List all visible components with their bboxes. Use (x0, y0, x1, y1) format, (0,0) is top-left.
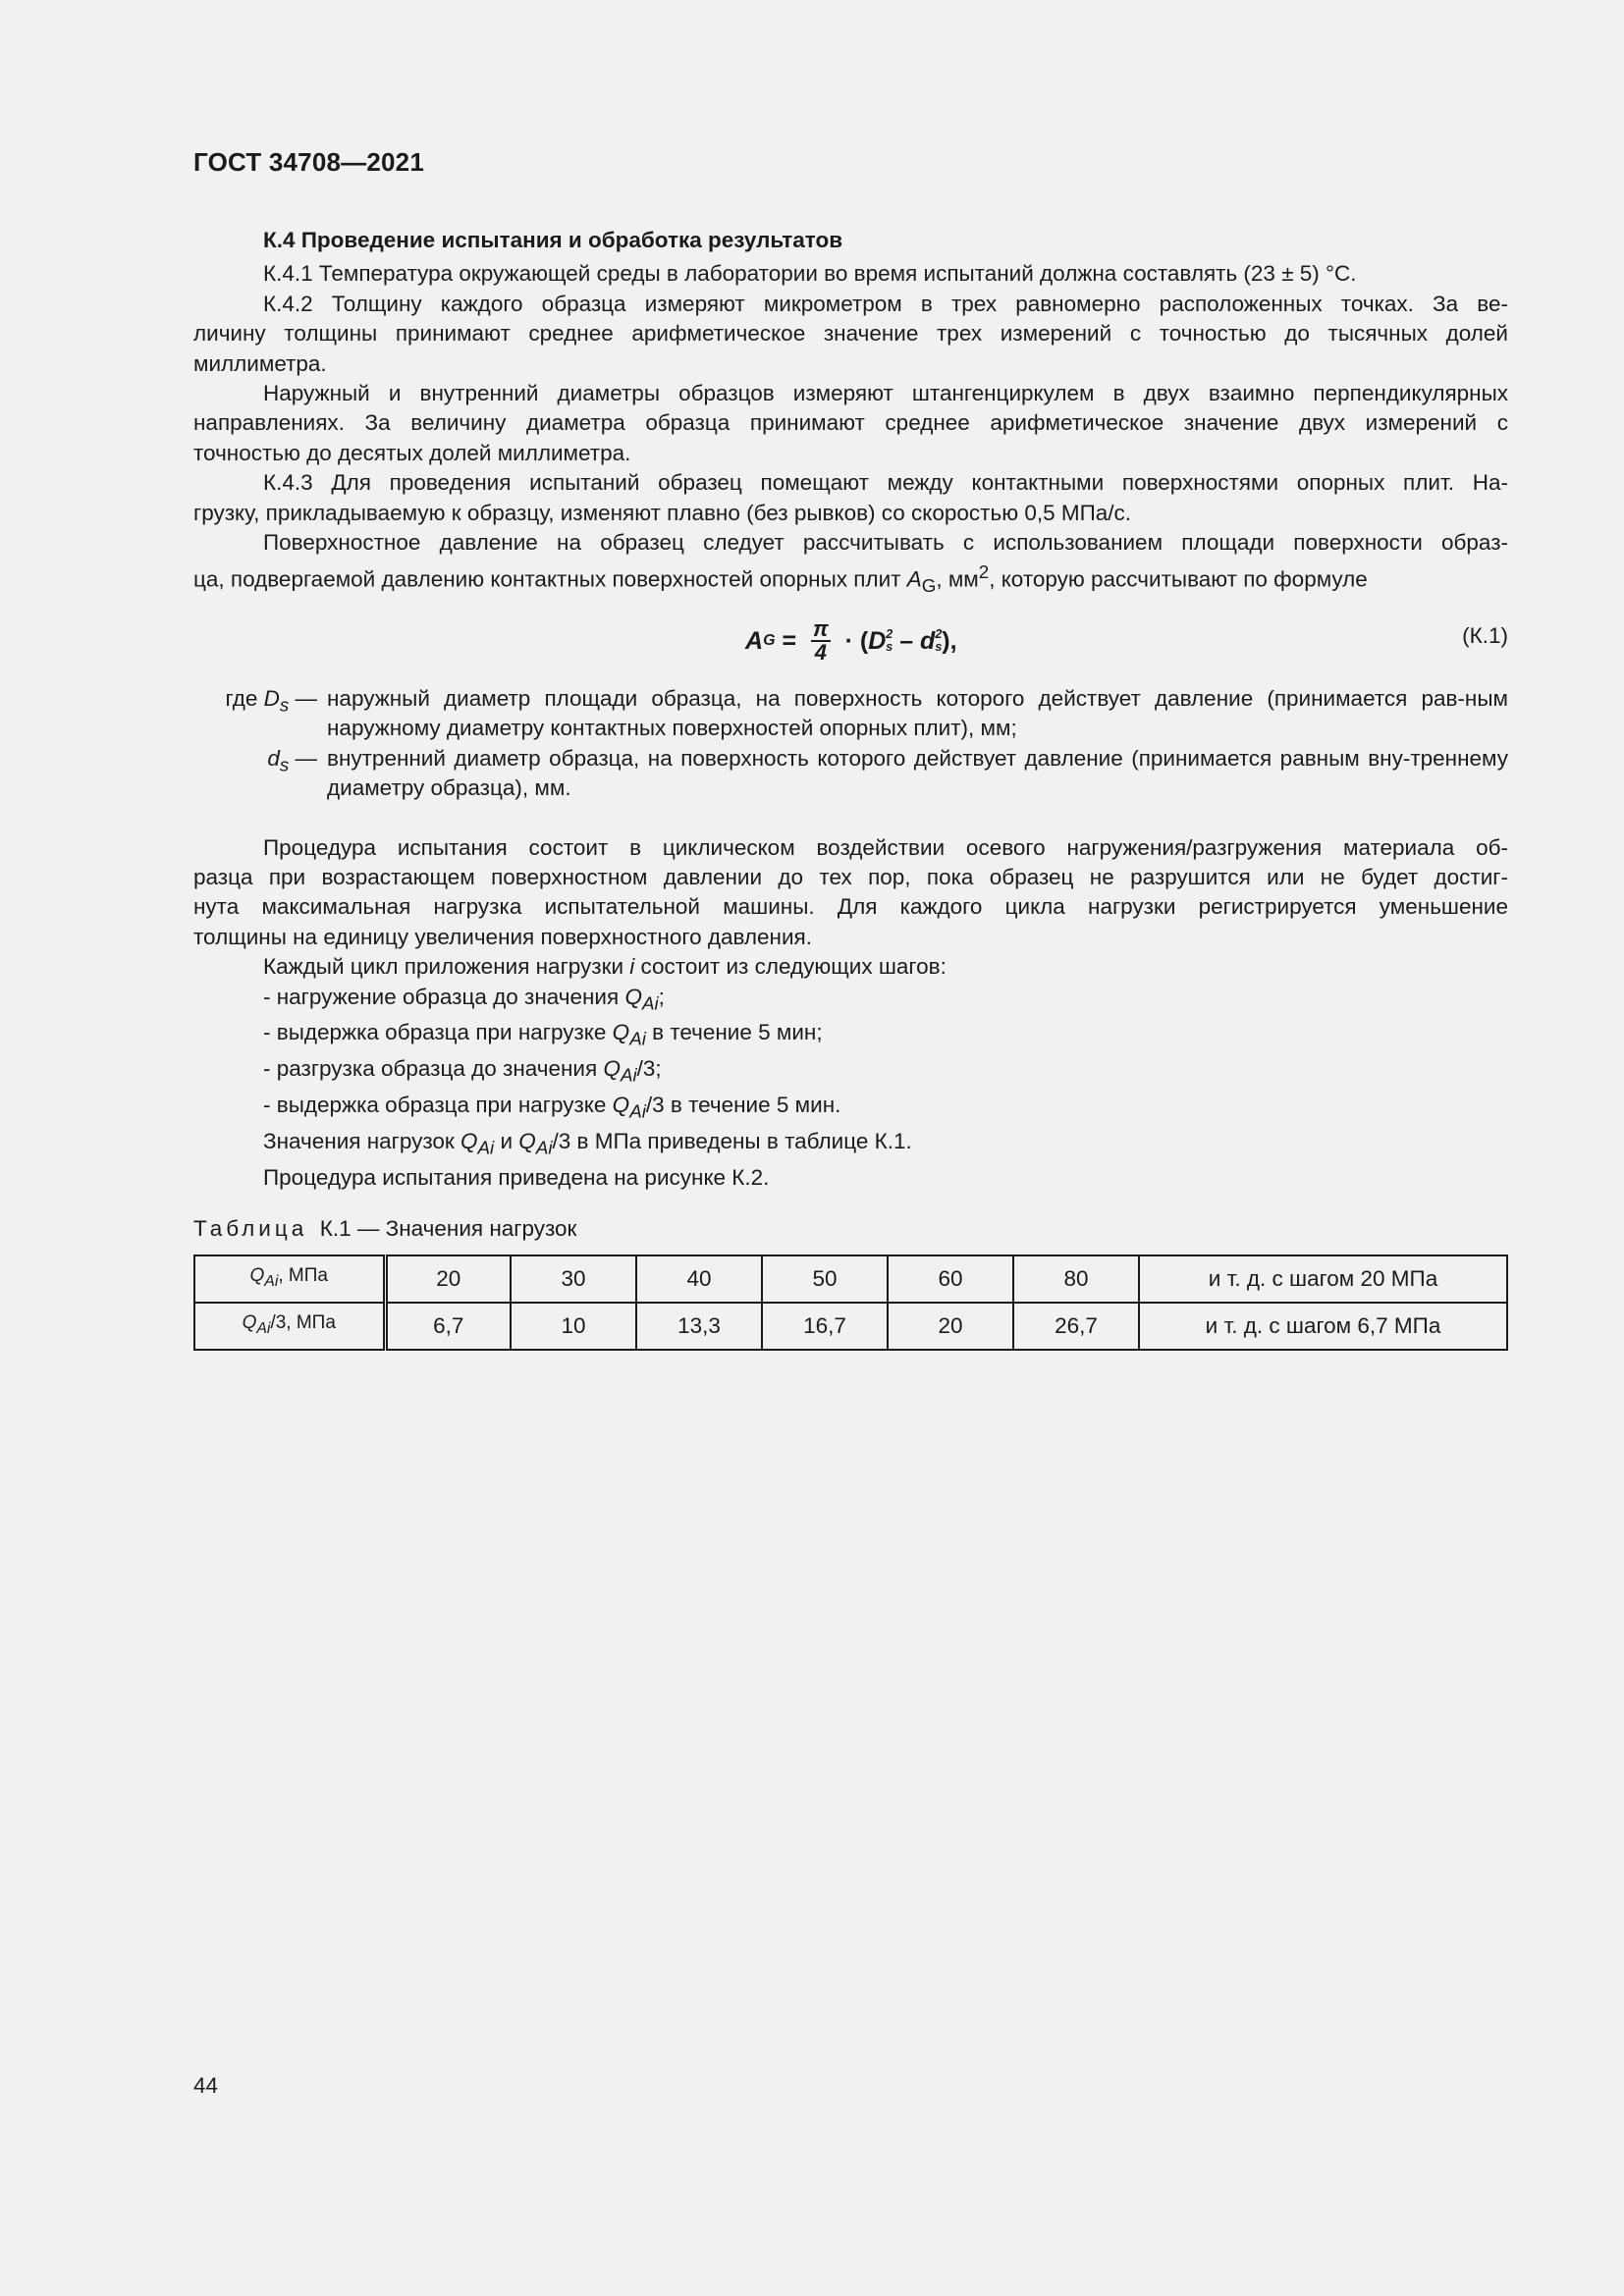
formula-d-sub: s (935, 639, 943, 654)
table-cell: 6,7 (385, 1303, 511, 1350)
minus-sign: – (893, 626, 921, 655)
text-run: , которую рассчитывают по формуле (989, 566, 1368, 592)
loads-table (193, 1255, 1508, 1351)
text-line: К.4.3 Для проведения испытаний образец помещают между контактными поверхностями опорных плит. На- (263, 470, 1508, 496)
where-list (193, 684, 1508, 804)
dot-paren: · ( (838, 626, 869, 655)
text-line: Процедура испытания состоит в циклическом воздействии осевого нагружения/разгружения материала об- (263, 834, 1508, 860)
unit-label: /3, МПа (270, 1311, 336, 1333)
text-line: нута максимальная нагрузка испытательной машины. Для каждого цикла нагрузки регистрируется уменьшение (193, 894, 1508, 920)
symbol-Q: Q (249, 1264, 265, 1286)
where-definition: внутренний диаметр образца, на поверхность которого действует давление (принимается равным вну-треннему диаметру образца), мм. (327, 745, 1508, 801)
where-symbol (193, 684, 317, 744)
symbol-Q: Q (518, 1129, 536, 1154)
values-note (193, 1127, 1508, 1163)
symbol-Q-sub: Ai (641, 992, 659, 1014)
text-line: разца при возрастающем поверхностном давлении до тех пор, пока образец не разрушится или не будет достиг- (193, 864, 1508, 889)
table-cell: 20 (385, 1255, 511, 1303)
text-line: миллиметра. (193, 350, 327, 376)
equals-sign: = (775, 626, 804, 655)
step-3 (193, 1054, 1508, 1091)
cycle-intro (193, 952, 1508, 982)
step-4 (193, 1091, 1508, 1127)
section-title: К.4 Проведение испытания и обработка результатов (263, 228, 843, 252)
fraction (811, 615, 831, 665)
table-caption-text: К.1 — Значения нагрузок (319, 1216, 577, 1242)
table-cell: 10 (511, 1303, 636, 1350)
document-code: ГОСТ 34708—2021 (193, 147, 424, 177)
table-cell: 40 (636, 1255, 762, 1303)
table-cell: 20 (888, 1303, 1013, 1350)
text-line: грузку, прикладываемую к образцу, изменяют плавно (без рывков) со скоростью 0,5 МПа/с. (193, 500, 1132, 525)
text-run: - разгрузка образца до значения (263, 1056, 604, 1082)
text-run: /3; (636, 1056, 662, 1082)
paragraph-k42 (193, 290, 1508, 379)
table-caption (193, 1214, 1508, 1244)
table-cell: 30 (511, 1255, 636, 1303)
fraction-numerator: π (813, 615, 829, 641)
text-run: и (494, 1129, 519, 1154)
paragraph-diameters (193, 379, 1508, 468)
unit-superscript: 2 (978, 561, 990, 583)
table-cell: и т. д. с шагом 20 МПа (1139, 1255, 1507, 1303)
table-row (194, 1303, 1507, 1350)
text-line: направлениях. За величину диаметра образца принимают среднее арифметическое значение двух измерений с (193, 410, 1508, 436)
text-run: /3 в МПа приведены в таблице К.1. (552, 1129, 912, 1154)
text-run: Значения нагрузок (263, 1129, 461, 1154)
step-2 (193, 1018, 1508, 1054)
paragraph-pressure (193, 528, 1508, 602)
figure-note: Процедура испытания приведена на рисунке К.2. (263, 1165, 770, 1191)
symbol-Q: Q (603, 1056, 621, 1082)
formula-d-exp: 2 (935, 626, 943, 641)
where-symbol (193, 744, 317, 804)
paragraph-procedure (193, 833, 1508, 953)
formula-number: (К.1) (1462, 622, 1508, 648)
symbol-Q: Q (460, 1129, 478, 1154)
formula-expression (745, 614, 957, 668)
text-line: Поверхностное давление на образец следует рассчитывать с использованием площади поверхности образ- (263, 530, 1508, 556)
symbol-Q-sub: Ai (629, 1100, 646, 1122)
table-cell: 50 (762, 1255, 888, 1303)
text-run: - нагружение образца до значения (263, 984, 625, 1009)
symbol-D-sub: s (279, 694, 290, 716)
text-run: /3 в течение 5 мин. (645, 1093, 841, 1118)
unit-label: , МПа (278, 1264, 328, 1286)
formula-d: d (920, 626, 936, 655)
area-subscript: G (921, 575, 937, 597)
symbol-i: i (629, 954, 635, 980)
row-header (194, 1255, 385, 1303)
where-item-d (193, 744, 1508, 804)
text-line: точностью до десятых долей миллиметра. (193, 440, 631, 465)
table-cell: 26,7 (1013, 1303, 1139, 1350)
paragraph-k43 (193, 468, 1508, 528)
table-cell: 80 (1013, 1255, 1139, 1303)
where-intro: где (225, 685, 264, 711)
text-run: в течение 5 мин; (645, 1020, 823, 1045)
formula-D-exp: 2 (886, 626, 893, 641)
dash: — (289, 685, 317, 711)
table-caption-label: Таблица (193, 1216, 308, 1242)
symbol-Q: Q (624, 984, 642, 1009)
text-run: ; (658, 984, 665, 1009)
symbol-Q: Q (612, 1093, 630, 1118)
symbol-Q-sub: Ai (629, 1028, 646, 1049)
text-run: , мм (936, 566, 979, 592)
text-run: состоит из следующих шагов: (634, 954, 947, 980)
formula-D: D (868, 626, 887, 655)
page-content (193, 226, 1508, 1351)
formula-lhs: A (745, 626, 764, 655)
where-definition: наружный диаметр площади образца, на поверхность которого действует давление (принимается рав-ным наружному диаметру контактных поверхностей опорных плит), мм; (327, 685, 1508, 741)
table-cell: 16,7 (762, 1303, 888, 1350)
text-line: толщины на единицу увеличения поверхностного давления. (193, 924, 812, 949)
dash: — (289, 745, 317, 771)
text-line: личину толщины принимают среднее арифметическое значение трех измерений с точностью до тысячных долей (193, 321, 1508, 347)
close-paren: ), (942, 626, 957, 655)
text-run: - выдержка образца при нагрузке (263, 1093, 613, 1118)
fraction-denominator: 4 (814, 639, 827, 665)
formula-lhs-sub: G (763, 631, 776, 649)
text-run: - выдержка образца при нагрузке (263, 1020, 613, 1045)
symbol-Q-sub: Ai (264, 1272, 279, 1290)
table-cell: и т. д. с шагом 6,7 МПа (1139, 1303, 1507, 1350)
text-run: Каждый цикл приложения нагрузки (263, 954, 630, 980)
formula-D-sub: s (886, 639, 893, 654)
paragraph-k41: К.4.1 Температура окружающей среды в лаборатории во время испытаний должна составлять (23 ± 5) °С. (263, 261, 1357, 287)
symbol-Q-sub: Ai (256, 1319, 271, 1337)
symbol-d: d (267, 745, 280, 771)
symbol-Q: Q (242, 1311, 257, 1333)
text-line (193, 558, 1508, 601)
page-number: 44 (193, 2073, 219, 2098)
symbol-Q-sub: Ai (620, 1064, 637, 1086)
text-run: ца, подвергаемой давлению контактных поверхностей опорных плит (193, 566, 907, 592)
area-symbol: A (906, 566, 922, 592)
symbol-d-sub: s (279, 754, 290, 775)
text-line: Наружный и внутренний диаметры образцов измеряют штангенциркулем в двух взаимно перпендикулярных (263, 381, 1508, 406)
symbol-Q: Q (612, 1020, 630, 1045)
symbol-D: D (263, 685, 280, 711)
symbol-Q-sub: Ai (477, 1137, 495, 1158)
table-cell: 60 (888, 1255, 1013, 1303)
symbol-Q-sub: Ai (535, 1137, 553, 1158)
table-cell: 13,3 (636, 1303, 762, 1350)
text-line: К.4.2 Толщину каждого образца измеряют микрометром в трех равномерно расположенных точках. За ве- (263, 291, 1508, 316)
step-1 (193, 983, 1508, 1019)
formula-k1 (193, 614, 1508, 668)
row-header (194, 1303, 385, 1350)
table-row (194, 1255, 1507, 1303)
where-item-D (193, 684, 1508, 744)
